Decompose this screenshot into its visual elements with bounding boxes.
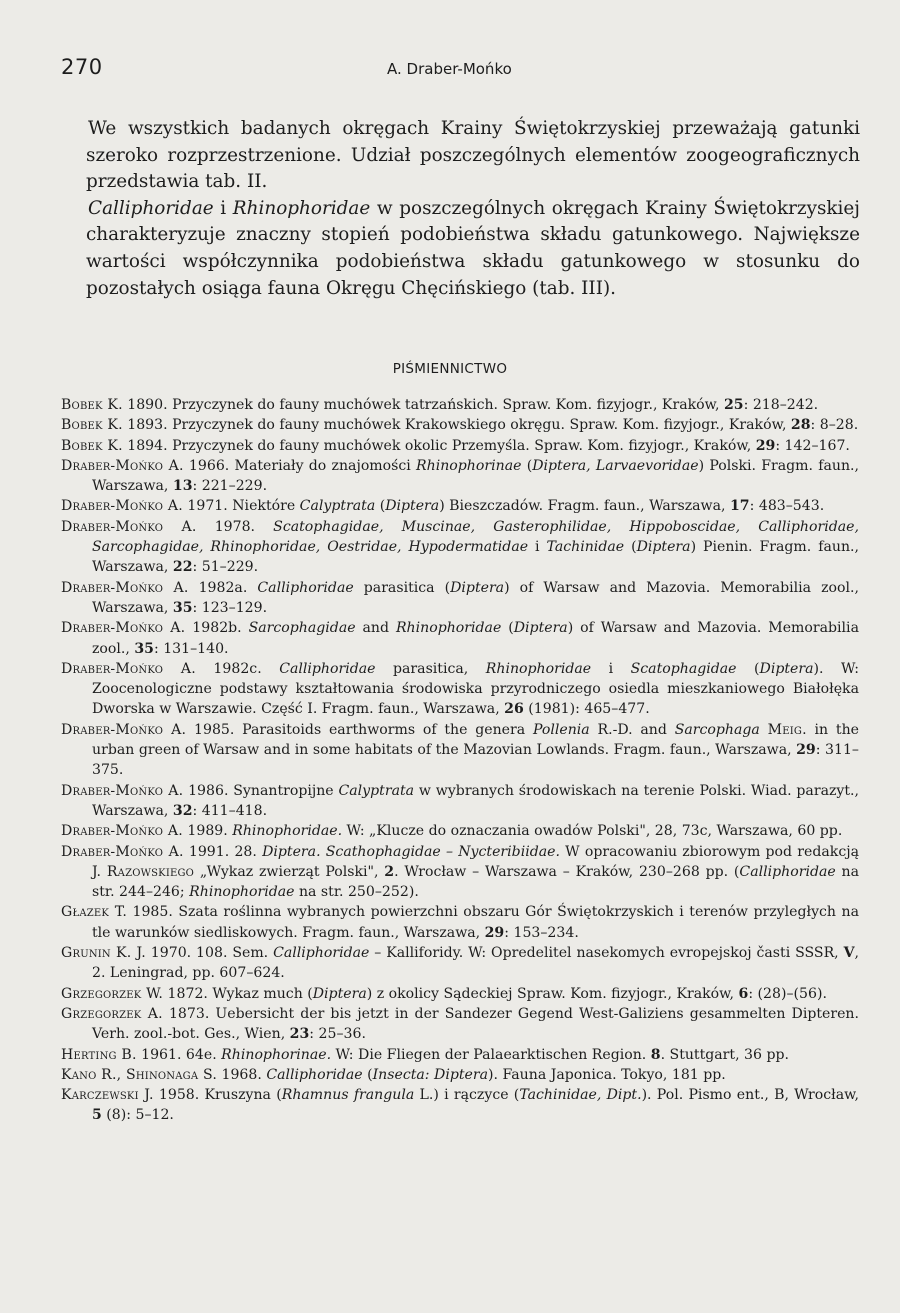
reference-text: – Kalliforidy. W: Opredelitel nasekomych evropejskoj časti SSSR, [369, 945, 844, 962]
reference-text: , 2. Leningrad, pp. 607–624. [92, 945, 859, 982]
reference-text: : 123–129. [192, 599, 268, 616]
reference-italic: Calliphoridae [273, 945, 370, 962]
reference-text: 1961. 64e. [136, 1046, 222, 1063]
reference-italic: Calliphoridae [266, 1066, 363, 1083]
reference-entry [61, 720, 859, 781]
reference-name: Razowskiego [106, 863, 195, 880]
reference-text: 1989. [182, 823, 233, 840]
reference-author: Draber-Mońko A. [61, 823, 183, 840]
reference-text: ( [624, 539, 637, 556]
reference-author: Draber-Mońko A. [61, 843, 184, 860]
reference-italic: Diptera [513, 620, 568, 637]
reference-text: na str. 250–252). [294, 884, 419, 901]
reference-entry [61, 618, 859, 659]
reference-text: parasitica ( [353, 579, 451, 596]
reference-text: 1968. [217, 1066, 267, 1083]
reference-author: Draber-Mońko A. [61, 457, 184, 474]
reference-entry [61, 821, 859, 841]
reference-text: . Stuttgart, 36 pp. [660, 1046, 789, 1063]
reference-text: : 311–375. [92, 742, 859, 779]
reference-author: Grunin K. J. [61, 945, 146, 962]
reference-text: W opracowaniu zbiorowym pod redakcją J. [92, 843, 859, 880]
reference-text: : 25–36. [309, 1026, 366, 1043]
reference-volume: 2 [384, 863, 395, 880]
reference-text: : 411–418. [192, 802, 268, 819]
reference-entry [61, 395, 859, 415]
reference-author: Draber-Mońko A. [61, 782, 184, 799]
body-text-run: i [213, 197, 233, 219]
reference-italic: Calliphoridae [739, 863, 836, 880]
reference-text: ). Fauna Japonica. Tokyo, 181 pp. [488, 1066, 726, 1083]
reference-volume: 29 [755, 437, 776, 454]
reference-entry [61, 943, 859, 984]
reference-text: 1958. Kruszyna ( [153, 1087, 282, 1104]
reference-italic: Rhinophoridae [395, 620, 502, 637]
reference-text: w wybranych środowiskach na terenie Polski. Wiad. parazyt., Warszawa, [92, 782, 859, 819]
reference-italic: Diptera [759, 660, 814, 677]
reference-volume: 26 [504, 701, 524, 718]
reference-author: Grzegorzek W. [61, 985, 164, 1002]
reference-italic: Pollenia [532, 721, 590, 738]
reference-text: 1970. 108. Sem. [145, 945, 274, 962]
taxon-name: Rhinophoridae [232, 197, 371, 219]
reference-entry [61, 781, 859, 822]
reference-text: 1890. Przyczynek do fauny muchówek tatrzańskich. Spraw. Kom. fizyjogr., Kraków, [122, 397, 724, 413]
reference-italic: Diptera. Scathophagidae – Nycteribiidae. [262, 843, 560, 860]
reference-italic: Diptera [636, 539, 691, 556]
reference-author: Draber-Mońko A. [61, 721, 187, 738]
reference-text: 1872. Wykaz much ( [163, 985, 313, 1002]
reference-author: Draber-Mońko A. [61, 498, 183, 515]
reference-text: ) of Warsaw and Mazovia. Memorabilia zool., [92, 620, 859, 657]
reference-italic: Calliphoridae [257, 579, 354, 596]
reference-name: Meig. [767, 721, 807, 738]
reference-text: i [528, 539, 547, 556]
reference-italic: Rhamnus frangula [281, 1087, 415, 1104]
reference-volume: V [843, 945, 855, 962]
reference-text: 1971. Niektóre [182, 498, 300, 515]
reference-text: L.) i rączyce ( [414, 1087, 520, 1104]
reference-text: W: „Klucze do oznaczania owadów Polski", 28, 73c, Warszawa, 60 pp. [342, 823, 843, 840]
reference-text: : 8–28. [810, 417, 859, 434]
reference-entry [61, 1085, 859, 1126]
page-number: 270 [61, 55, 103, 79]
reference-text: „Wykaz zwierząt Polski", [194, 863, 385, 880]
reference-entry [61, 496, 859, 516]
reference-italic: Calyptrata [299, 498, 376, 515]
reference-text: W: Die Fliegen der Palaearktischen Region. [331, 1046, 651, 1063]
reference-volume: 35 [172, 599, 193, 616]
reference-text: (1981): 465–477. [523, 701, 650, 718]
page-header [61, 55, 860, 85]
running-head: A. Draber-Mońko [387, 60, 512, 78]
reference-entry [61, 578, 859, 619]
reference-italic: Rhinophoridae. [232, 823, 343, 840]
reference-list [61, 395, 859, 1126]
reference-author: Głazek T. [61, 904, 127, 921]
reference-author: Grzegorzek A. [61, 1005, 163, 1022]
body-paragraph [86, 196, 860, 302]
reference-italic: Diptera, Larvaevoridae [532, 457, 699, 474]
reference-volume: 29 [796, 742, 816, 759]
reference-text: R.-D. and [589, 721, 675, 738]
reference-author: Bobek K. [61, 417, 123, 434]
reference-text: ). Pol. Pismo ent., B, Wrocław, [641, 1087, 859, 1104]
reference-entry [61, 1045, 859, 1065]
reference-italic: Diptera [385, 498, 440, 515]
reference-author: Bobek K. [61, 397, 123, 413]
reference-volume: 29 [484, 924, 505, 941]
reference-text: : 51–229. [192, 559, 259, 576]
reference-text: parasitica, [375, 660, 486, 677]
reference-text: in the urban green of Warsaw and in some habitats of the Mazovian Lowlands. Fragm. faun., Warszawa, [92, 721, 859, 759]
reference-italic: Scatophagidae, Muscinae, Gasterophilidae, Hippoboscidae, Calliphoridae, Sarcophagidae, Rhinophoridae, Oestridae, Hypodermatidae [92, 518, 859, 556]
reference-text: : (28)–(56). [748, 985, 827, 1002]
reference-volume: 32 [172, 802, 193, 819]
reference-text: 1982a. [188, 579, 258, 596]
reference-volume: 35 [134, 640, 154, 657]
reference-text: 1982c. [195, 660, 280, 677]
reference-text: ) z okolicy Sądeckiej Spraw. Kom. fizyjogr., Kraków, [366, 985, 739, 1002]
reference-text: : 483–543. [749, 498, 825, 515]
reference-author: Herting B. [61, 1046, 137, 1063]
section-heading: PIŚMIENNICTWO [392, 361, 508, 377]
reference-italic: Diptera [450, 579, 505, 596]
reference-italic: Tachinidae [546, 539, 625, 556]
reference-text: 1982b. [185, 620, 249, 637]
reference-entry [61, 456, 859, 497]
reference-text: ). W: Zoocenologiczne podstawy kształtowania środowiska przyrodniczego osiedla mieszkaniowego Białołęka Dworska w Warszawie. Część I. Fragm. faun., Warszawa, [92, 660, 860, 718]
reference-entry [61, 1065, 859, 1085]
reference-text: (8): 5–12. [101, 1107, 174, 1124]
reference-text: i [591, 660, 631, 677]
reference-text: ( [736, 660, 760, 677]
reference-italic: Sarcophaga [674, 721, 760, 738]
reference-entry [61, 415, 859, 435]
reference-text: : 131–140. [153, 640, 229, 657]
reference-text: and [355, 620, 396, 637]
reference-text: 1966. Materiały do znajomości [183, 457, 417, 474]
reference-volume: 6 [738, 985, 749, 1002]
reference-text: ) Bieszczadów. Fragm. faun., Warszawa, [439, 498, 730, 515]
reference-italic: Diptera [312, 985, 367, 1002]
reference-text: ) of Warsaw and Mazovia. Memorabilia zool., Warszawa, [92, 579, 859, 616]
reference-text: 1978. [196, 518, 274, 535]
reference-volume: 25 [723, 397, 744, 413]
reference-text: na str. 244–246; [92, 863, 860, 901]
reference-text: 1991. 28. [183, 843, 263, 860]
reference-text: : 153–234. [504, 924, 579, 941]
reference-volume: 23 [289, 1026, 310, 1043]
reference-author: Draber-Mońko A. [61, 518, 197, 535]
reference-italic: Scatophagidae [630, 660, 737, 677]
reference-text: ( [521, 457, 533, 474]
reference-italic: Calyptrata [338, 782, 415, 799]
reference-author: Draber-Mońko A. [61, 579, 189, 596]
reference-entry [61, 1004, 859, 1045]
body-paragraph: We wszystkich badanych okręgach Krainy Świętokrzyskiej przeważają gatunki szeroko rozprzestrzenione. Udział poszczególnych elementów zoogeograficznych przedstawia tab. II. [86, 118, 860, 193]
reference-author: Kano R., Shinonaga S. [61, 1066, 217, 1083]
body-text [86, 116, 860, 302]
reference-entry [61, 902, 859, 943]
reference-author: Karczewski J. [61, 1087, 154, 1104]
reference-text: : 221–229. [192, 478, 268, 495]
reference-text: 1986. Synantropijne [183, 782, 339, 799]
reference-text: ) Pienin. Fragm. faun., Warszawa, [92, 539, 859, 576]
reference-author: Draber-Mońko A. [61, 660, 196, 677]
reference-text: . Wrocław – Warszawa – Kraków, 230–268 pp. ( [394, 863, 740, 880]
taxon-name: Calliphoridae [88, 197, 214, 219]
reference-text: 1894. Przyczynek do fauny muchówek okolic Przemyśla. Spraw. Kom. fizyjogr., Kraków, [122, 437, 756, 454]
reference-author: Bobek K. [61, 437, 123, 454]
reference-volume: 8 [650, 1046, 661, 1063]
reference-italic: Rhinophoridae [485, 660, 592, 677]
reference-entry [61, 517, 859, 578]
reference-text: ( [362, 1066, 373, 1083]
reference-italic: Insecta: Diptera [372, 1066, 488, 1083]
body-text-run: w poszczególnych okręgach Krainy Świętokrzyskiej charakteryzuje znaczny stopień podobieństwa składu gatunkowego. Największe wartości współczynnika podobieństwa składu gatunkowego w stosunku do pozostałych osiąga fauna Okręgu Chęcińskiego (tab. III). [86, 197, 861, 299]
reference-text: ( [375, 498, 386, 515]
reference-italic: Calliphoridae [279, 660, 376, 677]
reference-text: 1873. Uebersicht der bis jetzt in der Sandezer Gegend West-Galiziens gesammelten Dipteren. Verh. zool.-bot. Ges., Wien, [92, 1005, 859, 1043]
reference-volume: 13 [172, 478, 193, 495]
reference-text: : 142–167. [775, 437, 850, 454]
reference-text: 1985. Parasitoids earthworms of the genera [186, 721, 533, 738]
reference-text [760, 722, 768, 738]
reference-text: : 218–242. [743, 397, 819, 413]
reference-entry [61, 984, 859, 1004]
reference-author: Draber-Mońko A. [61, 620, 186, 637]
reference-text: ) Polski. Fragm. faun., Warszawa, [92, 457, 859, 495]
reference-volume: 17 [730, 498, 750, 515]
reference-entry [61, 842, 859, 903]
reference-text: ( [501, 620, 514, 637]
reference-italic: Rhinophoridae [189, 884, 295, 901]
reference-entry [61, 659, 859, 720]
reference-entry [61, 436, 859, 456]
reference-italic: Sarcophagidae [248, 620, 356, 637]
reference-italic: Rhinophorinae. [221, 1046, 332, 1063]
reference-italic: Tachinidae, Dipt. [519, 1087, 642, 1104]
reference-volume: 28 [790, 417, 811, 434]
reference-volume: 22 [172, 559, 193, 576]
reference-italic: Rhinophorinae [416, 457, 522, 474]
reference-text: 1893. Przyczynek do fauny muchówek Krakowskiego okręgu. Spraw. Kom. fizyjogr., Kraków, [122, 417, 791, 434]
reference-text: 1985. Szata roślinna wybranych powierzchni obszaru Gór Świętokrzyskich i terenów przyległych na tle warunków siedliskowych. Fragm. faun., Warszawa, [92, 904, 859, 941]
reference-volume: 5 [92, 1107, 102, 1124]
